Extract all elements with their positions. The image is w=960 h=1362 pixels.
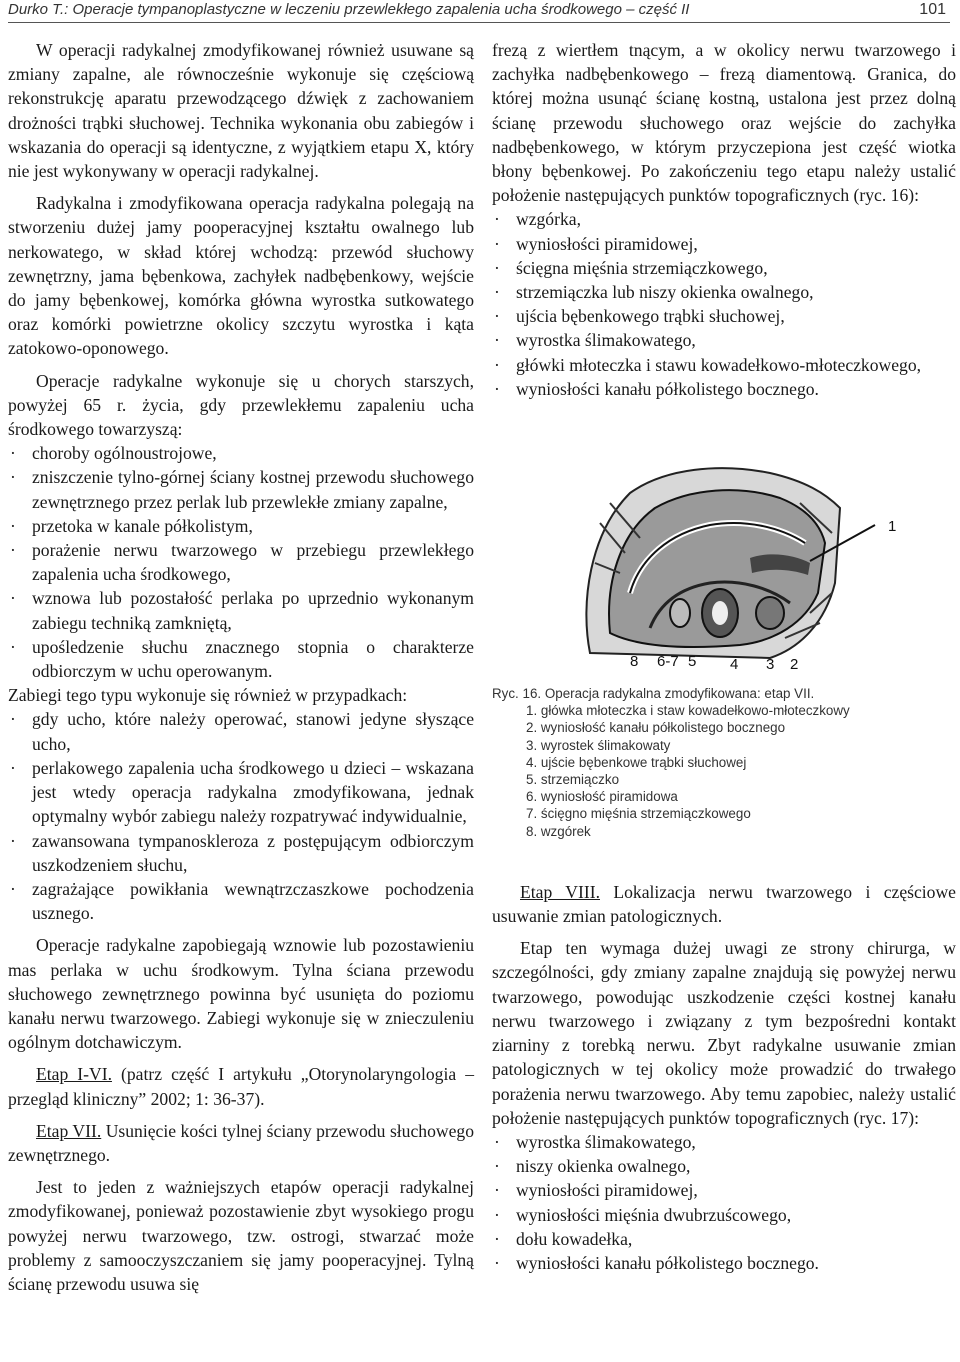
list-item: · upośledzenie słuchu znacznego stopnia o charakterze odbiorczym w uchu operowanym. [8, 635, 474, 683]
paragraph: Radykalna i zmodyfikowana operacja radykalna polegają na stworzeniu dużej jamy pooperacyjnej kształtu owalnego lub nerkowatego, w skład której wchodzą: przewód słuchowy zewnętrzny, jama bębenkowa, zachyłek nadbębenkowy, wejście do jamy bębenkowej, komórka główna wyrostka sutkowatego oraz komórki powietrzne okolicy szczytu wyrostka i kąta zatokowo-oponowego. [8, 193, 474, 359]
list-item: · niszy okienka owalnego, [492, 1154, 956, 1178]
paragraph: Operacje radykalne wykonuje się u chorych starszych, powyżej 65 r. życia, gdy przewlekłemu zapaleniu ucha środkowego towarzyszą: [8, 370, 474, 440]
paragraph: Operacje radykalne zapobiegają wznowie lub pozostawieniu mas perlaka w uchu środkowym. Tylna ściana przewodu słuchowego zewnętrznego powinna być usunięta do poziomu kanału nerwu twarzowego. Zabiegi wykonuje się w znieczuleniu ogólnym dotchawiczym. [8, 935, 474, 1053]
list-item: · ujścia bębenkowego trąbki słuchowej, [492, 304, 956, 328]
right-column [492, 38, 956, 1275]
caption-list [492, 702, 956, 840]
landmark-list [492, 207, 956, 401]
section-text: (patrz część I artykułu „Otorynolaryngologia – przegląd kliniczny” 2002; 1: 36-37). [8, 1064, 474, 1109]
figure-label: 6-7 [657, 653, 679, 670]
list-item: · wyniosłości kanału półkolistego bocznego. [492, 377, 956, 401]
list-item: · dołu kowadełka, [492, 1227, 956, 1251]
figure-label: 1 [888, 518, 897, 536]
paragraph: Jest to jeden z ważniejszych etapów operacji radykalnej zmodyfikowanej, ponieważ pozostawienie zbyt wysokiego progu powyżej nerwu twarzowego, tzw. ostrogi, stwarzać może problemy z samooczyszczaniem się jamy pooperacyjnej. Tylną ścianę przewodu usuwa się [8, 1177, 474, 1294]
paragraph [492, 880, 956, 928]
caption-item: 2. wyniosłość kanału półkolistego bocznego [526, 720, 786, 736]
list-item: · strzemiączka lub niszy okienka owalnego, [492, 280, 956, 304]
landmark-list-2 [492, 1130, 956, 1275]
list-item: · przetoka w kanale półkolistym, [8, 514, 474, 538]
section-text: Lokalizacja nerwu twarzowego i częściowe usuwanie zmian patologicznych. [492, 881, 956, 927]
section-label: Etap I-VI. [36, 1064, 112, 1085]
surgical-illustration [570, 463, 910, 669]
list-item: · wyrostka ślimakowatego, [492, 1130, 956, 1154]
caption-item: 6. wyniosłość piramidowa [526, 789, 678, 805]
list-item: · wznowa lub pozostałość perlaka po uprzednio wykonanym zabiegu techniką zamkniętą, [8, 586, 474, 634]
list-item: · gdy ucho, które należy operować, stanowi jedyne słyszące ucho, [8, 707, 474, 755]
figure-label: 8 [630, 653, 639, 670]
paragraph: Etap ten wymaga dużej uwagi ze strony chirurga, w szczególności, gdy zmiany zapalne znajdują się powyżej nerwu twarzowego, powodując uszkodzenie części kostnej kanału nerwu twarzowego i związany z tym bezpośredni kontakt ziarniny z torebką nerwu. Zbyt radykalne usuwanie zmian patologicznych w tej okolicy może prowadzić do trwałego porażenia nerwu twarzowego. Aby temu zapobiec, należy ustalić położenie następujących punktów topograficznych (ryc. 17): [492, 938, 956, 1128]
caption-title: Ryc. 16. Operacja radykalna zmodyfikowana: etap VII. [492, 686, 815, 702]
figure-label: 5 [688, 653, 697, 670]
list-item: · wyrostka ślimakowatego, [492, 328, 956, 352]
paragraph: W operacji radykalnej zmodyfikowanej również usuwane są zmiany zapalne, ale równocześnie wykonuje się częściową rekonstrukcję aparatu przewodzącego dźwięk z zachowaniem drożności trąbki słuchowej. Technika wykonania obu zabiegów i wskazania do operacji są identyczne, z wyjątkiem etapu X, który nie jest wykonywany w operacji radykalnej. [8, 40, 474, 182]
list-item: · ścięgna mięśnia strzemiączkowego, [492, 256, 956, 280]
list-item: · wyniosłości piramidowej, [492, 232, 956, 256]
list-item: · wyniosłości kanału półkolistego bocznego. [492, 1251, 956, 1275]
left-column [8, 38, 474, 1296]
figure-caption [492, 685, 956, 840]
caption-item: 7. ścięgno mięśnia strzemiączkowego [526, 806, 751, 822]
list-item: · wyniosłości mięśnia dwubrzuścowego, [492, 1203, 956, 1227]
paragraph: Zabiegi tego typu wykonuje się również w przypadkach: [8, 685, 408, 706]
paragraph: frezą z wiertłem tnącym, a w okolicy nerwu twarzowego i zachyłka nadbębenkowego – frezą diamentową. Granica, do której można usunąć ścianę kostną, ustalona jest przez dolną ścianę przewodu słuchowego oraz wejście do zachyłka nadbębenkowego, w którym przyczepiona jest część wiotka błony bębenkowej. Po zakończeniu tego etapu należy ustalić położenie następujących punktów topograficznych (ryc. 16): [492, 40, 956, 206]
figure-label: 4 [730, 656, 739, 670]
caption-item: 1. główka młoteczka i staw kowadełkowo-młoteczkowy [526, 703, 850, 719]
section-text: Usunięcie kości tylnej ściany przewodu słuchowego zewnętrznego. [8, 1120, 474, 1165]
caption-item: 4. ujście bębenkowe trąbki słuchowej [526, 754, 747, 770]
figure-16 [570, 463, 910, 669]
list-item: · zniszczenie tylno-górnej ściany kostnej przewodu słuchowego zewnętrznego przez perlak lub przewlekłe zmiany zapalne, [8, 465, 474, 513]
caption-item: 3. wyrostek ślimakowaty [526, 737, 671, 753]
list-item: · główki młoteczka i stawu kowadełkowo-młoteczkowego, [492, 353, 956, 377]
caption-item: 8. wzgórek [526, 823, 591, 839]
running-title: Durko T.: Operacje tympanoplastyczne w leczeniu przewlekłego zapalenia ucha środkowego – część II [8, 1, 690, 18]
page-number: 101 [919, 1, 946, 18]
section-label: Etap VIII. [520, 881, 600, 902]
section-label: Etap VII. [36, 1120, 102, 1141]
list-item: · wzgórka, [492, 207, 956, 231]
list-item: · wyniosłości piramidowej, [492, 1178, 956, 1202]
figure-label: 2 [790, 656, 799, 670]
case-list [8, 707, 474, 925]
list-item: · zagrażające powikłania wewnątrzczaszkowe pochodzenia usznego. [8, 877, 474, 925]
list-item: · zawansowana tympanoskleroza z postępującym odbiorczym uszkodzeniem słuchu, [8, 829, 474, 877]
list-item: · perlakowego zapalenia ucha środkowego u dzieci – wskazana jest wtedy operacja radykalna zmodyfikowana, jednak optymalny wybór zabiegu należy rozpatrywać indywidualnie, [8, 756, 474, 829]
caption-item: 5. strzemiączko [526, 772, 620, 788]
figure-label: 3 [766, 656, 775, 670]
running-header [8, 0, 950, 23]
list-item: · porażenie nerwu twarzowego w przebiegu przewlekłego zapalenia ucha środkowego, [8, 538, 474, 586]
paragraph [8, 1062, 474, 1110]
list-item: · choroby ogólnoustrojowe, [8, 441, 474, 465]
indication-list [8, 441, 474, 683]
paragraph [8, 1119, 474, 1167]
